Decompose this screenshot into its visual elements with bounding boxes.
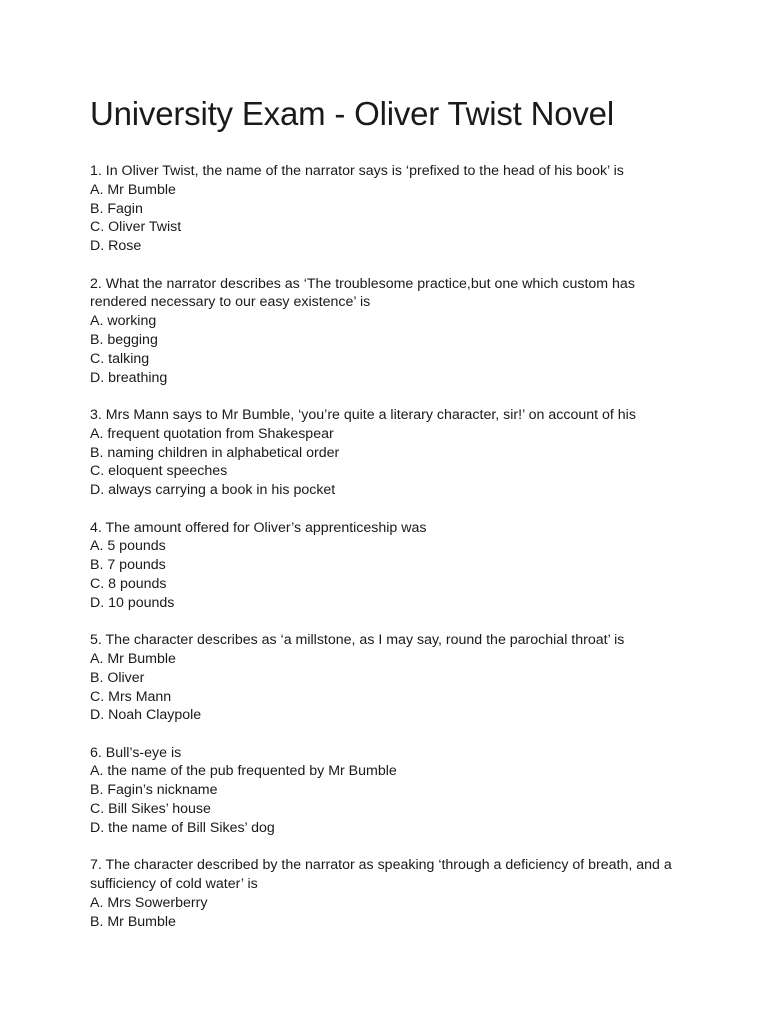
question-text: 6. Bull’s-eye is — [90, 744, 182, 761]
option-b: B. Fagin’s nickname — [90, 782, 218, 799]
question-2 — [90, 275, 690, 388]
option-d: D. 10 pounds — [90, 594, 175, 611]
question-6 — [90, 744, 690, 838]
option-a: A. Mrs Sowerberry — [90, 894, 208, 911]
option-d: D. always carrying a book in his pocket — [90, 482, 336, 499]
question-text: 1. In Oliver Twist, the name of the narrator says is ‘prefixed to the head of his book’ is — [90, 163, 624, 179]
question-text: 2. What the narrator describes as ‘The troublesome practice,but one which custom has rendered necessary to our easy existence’ is — [90, 275, 635, 311]
option-b: B. 7 pounds — [90, 557, 166, 574]
option-a: A. the name of the pub frequented by Mr Bumble — [90, 763, 397, 780]
option-c: C. Bill Sikes’ house — [90, 801, 211, 818]
option-c: C. talking — [90, 350, 150, 367]
option-c: C. Oliver Twist — [90, 219, 182, 236]
option-a: A. Mr Bumble — [90, 650, 176, 667]
option-d: D. Noah Claypole — [90, 707, 202, 724]
question-text: 3. Mrs Mann says to Mr Bumble, ‘you’re quite a literary character, sir!’ on account of his — [90, 406, 636, 423]
option-d: D. breathing — [90, 369, 168, 386]
question-5 — [90, 631, 690, 725]
option-b: B. Fagin — [90, 200, 143, 217]
option-a: A. 5 pounds — [90, 538, 166, 555]
question-text: 7. The character described by the narrator as speaking ‘through a deficiency of breath, and a sufficiency of cold water’ is — [90, 857, 672, 893]
question-1 — [90, 162, 690, 256]
option-c: C. Mrs Mann — [90, 688, 172, 705]
option-b: B. begging — [90, 331, 158, 348]
question-4 — [90, 519, 690, 613]
page-title: University Exam - Oliver Twist Novel — [90, 95, 614, 132]
option-b: B. naming children in alphabetical order — [90, 444, 340, 461]
question-text: 5. The character describes as ‘a millstone, as I may say, round the parochial throat’ is — [90, 632, 625, 649]
document-page — [90, 94, 690, 950]
option-d: D. Rose — [90, 238, 142, 255]
option-c: C. eloquent speeches — [90, 463, 228, 480]
option-b: B. Oliver — [90, 669, 145, 686]
option-b: B. Mr Bumble — [90, 913, 176, 930]
option-d: D. the name of Bill Sikes’ dog — [90, 819, 275, 836]
option-a: A. Mr Bumble — [90, 181, 176, 198]
option-a: A. frequent quotation from Shakespear — [90, 425, 334, 442]
question-3 — [90, 406, 690, 500]
question-text: 4. The amount offered for Oliver’s apprenticeship was — [90, 519, 427, 536]
question-7 — [90, 856, 690, 931]
option-a: A. working — [90, 313, 157, 330]
option-c: C. 8 pounds — [90, 575, 167, 592]
